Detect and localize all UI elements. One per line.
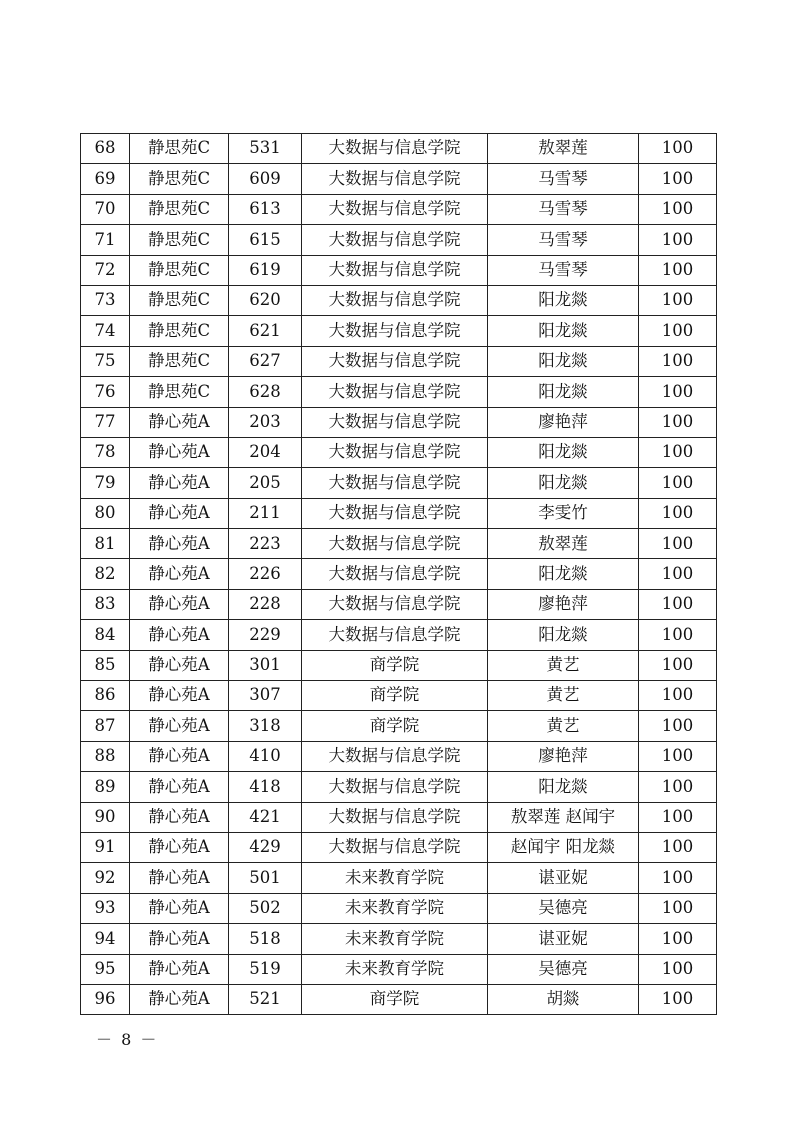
room-cell: 301 [229, 650, 302, 680]
room-cell: 203 [229, 407, 302, 437]
score-cell: 100 [639, 377, 717, 407]
table-row [81, 437, 717, 467]
room-cell: 211 [229, 498, 302, 528]
building-cell: 静心苑A [130, 893, 229, 923]
table-row [81, 832, 717, 862]
college-cell: 大数据与信息学院 [302, 468, 488, 498]
college-cell: 大数据与信息学院 [302, 255, 488, 285]
score-cell: 100 [639, 407, 717, 437]
score-cell: 100 [639, 893, 717, 923]
table-row [81, 407, 717, 437]
building-cell: 静心苑A [130, 498, 229, 528]
building-cell: 静心苑A [130, 559, 229, 589]
room-cell: 628 [229, 377, 302, 407]
table-row [81, 954, 717, 984]
row-number-cell: 95 [81, 954, 130, 984]
table-row [81, 620, 717, 650]
college-cell: 大数据与信息学院 [302, 377, 488, 407]
building-cell: 静心苑A [130, 650, 229, 680]
score-cell: 100 [639, 498, 717, 528]
inspector-cell: 谌亚妮 [488, 863, 639, 893]
inspector-cell: 敖翠莲 赵闻宇 [488, 802, 639, 832]
building-cell: 静心苑A [130, 832, 229, 862]
room-cell: 518 [229, 924, 302, 954]
room-cell: 307 [229, 681, 302, 711]
college-cell: 大数据与信息学院 [302, 802, 488, 832]
room-cell: 204 [229, 437, 302, 467]
row-number-cell: 70 [81, 194, 130, 224]
room-cell: 318 [229, 711, 302, 741]
inspector-cell: 马雪琴 [488, 225, 639, 255]
row-number-cell: 84 [81, 620, 130, 650]
room-cell: 205 [229, 468, 302, 498]
college-cell: 商学院 [302, 681, 488, 711]
score-cell: 100 [639, 285, 717, 315]
inspector-cell: 谌亚妮 [488, 924, 639, 954]
building-cell: 静心苑A [130, 924, 229, 954]
building-cell: 静思苑C [130, 346, 229, 376]
building-cell: 静思苑C [130, 225, 229, 255]
college-cell: 大数据与信息学院 [302, 346, 488, 376]
table-row [81, 559, 717, 589]
college-cell: 大数据与信息学院 [302, 620, 488, 650]
table-row [81, 802, 717, 832]
table-row [81, 681, 717, 711]
inspector-cell: 阳龙燚 [488, 772, 639, 802]
room-cell: 410 [229, 741, 302, 771]
score-cell: 100 [639, 802, 717, 832]
row-number-cell: 90 [81, 802, 130, 832]
row-number-cell: 74 [81, 316, 130, 346]
table-row [81, 255, 717, 285]
college-cell: 商学院 [302, 650, 488, 680]
college-cell: 未来教育学院 [302, 954, 488, 984]
table-row [81, 711, 717, 741]
inspector-cell: 阳龙燚 [488, 559, 639, 589]
building-cell: 静心苑A [130, 802, 229, 832]
building-cell: 静思苑C [130, 377, 229, 407]
inspector-cell: 黄艺 [488, 681, 639, 711]
table-body [81, 134, 717, 1015]
table-row [81, 316, 717, 346]
score-cell: 100 [639, 255, 717, 285]
college-cell: 大数据与信息学院 [302, 741, 488, 771]
table-row [81, 498, 717, 528]
inspector-cell: 马雪琴 [488, 194, 639, 224]
college-cell: 大数据与信息学院 [302, 285, 488, 315]
college-cell: 大数据与信息学院 [302, 772, 488, 802]
room-cell: 228 [229, 589, 302, 619]
row-number-cell: 91 [81, 832, 130, 862]
inspector-cell: 赵闻宇 阳龙燚 [488, 832, 639, 862]
row-number-cell: 86 [81, 681, 130, 711]
college-cell: 大数据与信息学院 [302, 498, 488, 528]
inspector-cell: 阳龙燚 [488, 377, 639, 407]
room-cell: 627 [229, 346, 302, 376]
score-cell: 100 [639, 924, 717, 954]
table-row [81, 285, 717, 315]
table-row [81, 924, 717, 954]
score-cell: 100 [639, 620, 717, 650]
building-cell: 静思苑C [130, 285, 229, 315]
inspector-cell: 马雪琴 [488, 255, 639, 285]
score-cell: 100 [639, 741, 717, 771]
score-cell: 100 [639, 164, 717, 194]
building-cell: 静思苑C [130, 255, 229, 285]
row-number-cell: 87 [81, 711, 130, 741]
row-number-cell: 69 [81, 164, 130, 194]
inspector-cell: 胡燚 [488, 984, 639, 1014]
row-number-cell: 89 [81, 772, 130, 802]
college-cell: 大数据与信息学院 [302, 832, 488, 862]
row-number-cell: 75 [81, 346, 130, 376]
table-row [81, 346, 717, 376]
inspector-cell: 马雪琴 [488, 164, 639, 194]
building-cell: 静心苑A [130, 772, 229, 802]
row-number-cell: 94 [81, 924, 130, 954]
score-cell: 100 [639, 437, 717, 467]
score-cell: 100 [639, 832, 717, 862]
table-row [81, 164, 717, 194]
inspector-cell: 黄艺 [488, 650, 639, 680]
room-cell: 502 [229, 893, 302, 923]
table-row [81, 225, 717, 255]
score-cell: 100 [639, 346, 717, 376]
building-cell: 静心苑A [130, 681, 229, 711]
row-number-cell: 79 [81, 468, 130, 498]
building-cell: 静思苑C [130, 134, 229, 164]
row-number-cell: 93 [81, 893, 130, 923]
room-cell: 429 [229, 832, 302, 862]
college-cell: 大数据与信息学院 [302, 559, 488, 589]
score-cell: 100 [639, 589, 717, 619]
college-cell: 大数据与信息学院 [302, 407, 488, 437]
row-number-cell: 83 [81, 589, 130, 619]
page-number: － 8 － [96, 1030, 159, 1049]
table-row [81, 650, 717, 680]
score-cell: 100 [639, 316, 717, 346]
inspector-cell: 阳龙燚 [488, 316, 639, 346]
room-cell: 619 [229, 255, 302, 285]
table-row [81, 377, 717, 407]
inspector-cell: 阳龙燚 [488, 346, 639, 376]
score-cell: 100 [639, 194, 717, 224]
inspector-cell: 阳龙燚 [488, 437, 639, 467]
inspector-cell: 黄艺 [488, 711, 639, 741]
table-row [81, 984, 717, 1014]
room-cell: 613 [229, 194, 302, 224]
table-row [81, 893, 717, 923]
row-number-cell: 81 [81, 529, 130, 559]
college-cell: 大数据与信息学院 [302, 589, 488, 619]
college-cell: 商学院 [302, 984, 488, 1014]
building-cell: 静心苑A [130, 589, 229, 619]
score-cell: 100 [639, 681, 717, 711]
inspector-cell: 廖艳萍 [488, 589, 639, 619]
row-number-cell: 77 [81, 407, 130, 437]
room-cell: 223 [229, 529, 302, 559]
room-cell: 421 [229, 802, 302, 832]
inspector-cell: 阳龙燚 [488, 285, 639, 315]
building-cell: 静思苑C [130, 194, 229, 224]
score-cell: 100 [639, 468, 717, 498]
table-row [81, 194, 717, 224]
building-cell: 静心苑A [130, 711, 229, 741]
row-number-cell: 73 [81, 285, 130, 315]
row-number-cell: 92 [81, 863, 130, 893]
room-cell: 609 [229, 164, 302, 194]
college-cell: 大数据与信息学院 [302, 164, 488, 194]
room-cell: 531 [229, 134, 302, 164]
building-cell: 静心苑A [130, 984, 229, 1014]
room-cell: 521 [229, 984, 302, 1014]
college-cell: 大数据与信息学院 [302, 194, 488, 224]
building-cell: 静心苑A [130, 620, 229, 650]
building-cell: 静心苑A [130, 437, 229, 467]
college-cell: 大数据与信息学院 [302, 316, 488, 346]
score-cell: 100 [639, 772, 717, 802]
score-cell: 100 [639, 559, 717, 589]
room-cell: 615 [229, 225, 302, 255]
building-cell: 静思苑C [130, 164, 229, 194]
score-cell: 100 [639, 954, 717, 984]
table-row [81, 134, 717, 164]
college-cell: 未来教育学院 [302, 863, 488, 893]
college-cell: 大数据与信息学院 [302, 134, 488, 164]
room-cell: 620 [229, 285, 302, 315]
inspector-cell: 吴德亮 [488, 954, 639, 984]
inspector-cell: 阳龙燚 [488, 468, 639, 498]
row-number-cell: 78 [81, 437, 130, 467]
row-number-cell: 76 [81, 377, 130, 407]
room-cell: 519 [229, 954, 302, 984]
inspector-cell: 敖翠莲 [488, 529, 639, 559]
inspector-cell: 阳龙燚 [488, 620, 639, 650]
table-row [81, 863, 717, 893]
building-cell: 静心苑A [130, 529, 229, 559]
table-row [81, 468, 717, 498]
college-cell: 商学院 [302, 711, 488, 741]
inspector-cell: 李雯竹 [488, 498, 639, 528]
college-cell: 未来教育学院 [302, 924, 488, 954]
building-cell: 静心苑A [130, 954, 229, 984]
college-cell: 大数据与信息学院 [302, 437, 488, 467]
score-cell: 100 [639, 134, 717, 164]
score-cell: 100 [639, 650, 717, 680]
room-cell: 229 [229, 620, 302, 650]
inspector-cell: 廖艳萍 [488, 407, 639, 437]
inspector-cell: 吴德亮 [488, 893, 639, 923]
row-number-cell: 71 [81, 225, 130, 255]
table-row [81, 529, 717, 559]
building-cell: 静心苑A [130, 741, 229, 771]
room-cell: 226 [229, 559, 302, 589]
room-cell: 418 [229, 772, 302, 802]
table-row [81, 589, 717, 619]
college-cell: 大数据与信息学院 [302, 529, 488, 559]
room-cell: 621 [229, 316, 302, 346]
building-cell: 静心苑A [130, 863, 229, 893]
building-cell: 静心苑A [130, 468, 229, 498]
score-cell: 100 [639, 529, 717, 559]
row-number-cell: 68 [81, 134, 130, 164]
building-cell: 静思苑C [130, 316, 229, 346]
building-cell: 静心苑A [130, 407, 229, 437]
score-cell: 100 [639, 984, 717, 1014]
row-number-cell: 96 [81, 984, 130, 1014]
row-number-cell: 72 [81, 255, 130, 285]
score-cell: 100 [639, 711, 717, 741]
score-cell: 100 [639, 225, 717, 255]
inspector-cell: 敖翠莲 [488, 134, 639, 164]
inspector-cell: 廖艳萍 [488, 741, 639, 771]
table-row [81, 741, 717, 771]
dormitory-score-table [80, 133, 717, 1015]
row-number-cell: 80 [81, 498, 130, 528]
college-cell: 大数据与信息学院 [302, 225, 488, 255]
row-number-cell: 82 [81, 559, 130, 589]
row-number-cell: 88 [81, 741, 130, 771]
college-cell: 未来教育学院 [302, 893, 488, 923]
row-number-cell: 85 [81, 650, 130, 680]
room-cell: 501 [229, 863, 302, 893]
score-cell: 100 [639, 863, 717, 893]
table-row [81, 772, 717, 802]
